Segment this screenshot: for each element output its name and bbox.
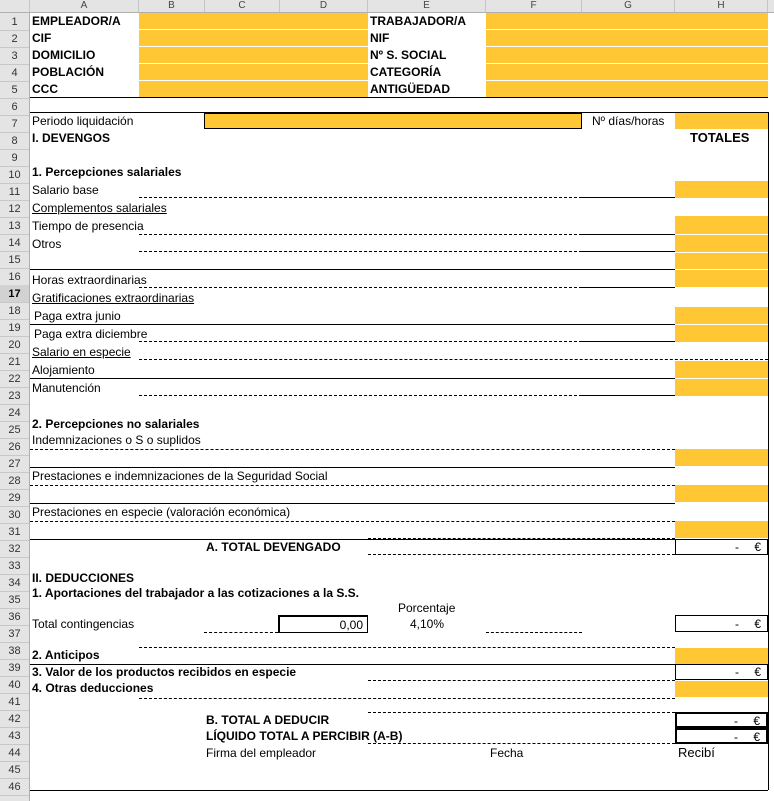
contingencias-input[interactable] [278, 615, 368, 633]
empleador-input[interactable] [139, 13, 368, 29]
solid-guide [582, 287, 675, 288]
solid-guide [582, 341, 675, 342]
ss-number-input[interactable] [486, 47, 768, 63]
no-salariales-heading: 2. Percepciones no salariales [32, 417, 200, 431]
solid-guide [582, 234, 675, 235]
row-header[interactable]: 7 [0, 115, 29, 133]
row-header[interactable]: 19 [0, 319, 29, 337]
poblacion-input[interactable] [139, 64, 368, 80]
row-header[interactable]: 3 [0, 47, 29, 65]
salario-base-input[interactable] [675, 181, 768, 198]
dotted-guide [139, 698, 675, 699]
row-header[interactable]: 26 [0, 438, 29, 456]
prestaciones-ss-input[interactable] [675, 485, 768, 502]
row-header[interactable]: 41 [0, 693, 29, 711]
row-header[interactable]: 8 [0, 132, 29, 150]
valor-productos-value: - [735, 665, 739, 679]
paga-diciembre-input[interactable] [675, 325, 768, 342]
row-header[interactable]: 40 [0, 676, 29, 694]
select-all-corner[interactable] [0, 0, 30, 12]
row-header[interactable]: 46 [0, 778, 29, 796]
liquido-label: LÍQUIDO TOTAL A PERCIBIR (A-B) [206, 729, 403, 743]
anticipos-input[interactable] [675, 648, 768, 664]
label-prestaciones-ss: Prestaciones e indemnizaciones de la Seguridad Social [32, 469, 328, 483]
label-cif: CIF [32, 31, 52, 45]
antiguedad-input[interactable] [486, 81, 768, 97]
alojamiento-input[interactable] [675, 361, 768, 378]
row-header[interactable]: 36 [0, 608, 29, 626]
row-header[interactable]: 20 [0, 336, 29, 354]
column-header-e[interactable]: E [368, 0, 486, 12]
solid-guide [582, 395, 675, 396]
label-trabajador: TRABAJADOR/A [370, 14, 466, 28]
row-header[interactable]: 35 [0, 591, 29, 609]
total-deducir-value: - [734, 714, 738, 728]
contingencias-total-cell[interactable] [675, 615, 768, 632]
dotted-guide [30, 449, 675, 450]
anticipos-label: 2. Anticipos [32, 648, 100, 662]
otros-input[interactable] [675, 235, 768, 252]
label-tiempo-presencia: Tiempo de presencia [32, 219, 144, 233]
row15-input[interactable] [675, 253, 768, 269]
totales-heading: TOTALES [690, 130, 750, 145]
ccc-input[interactable] [139, 81, 368, 97]
row-header[interactable]: 18 [0, 302, 29, 320]
label-categoria: CATEGORÍA [370, 65, 442, 79]
row-header[interactable]: 45 [0, 761, 29, 779]
label-prestaciones-especie: Prestaciones en especie (valoración económica) [32, 505, 291, 519]
total-deducir-label: B. TOTAL A DEDUCIR [206, 713, 330, 727]
cif-input[interactable] [139, 30, 368, 46]
row-header[interactable]: 4 [0, 64, 29, 82]
domicilio-input[interactable] [139, 47, 368, 63]
row-header[interactable]: 10 [0, 166, 29, 184]
row-header[interactable]: 27 [0, 455, 29, 473]
indemnizaciones-input[interactable] [675, 449, 768, 466]
label-gratificaciones: Gratificaciones extraordinarias [32, 291, 195, 305]
column-header-f[interactable]: F [486, 0, 582, 12]
horas-extra-input[interactable] [675, 270, 768, 287]
dotted-guide [368, 554, 675, 555]
label-salario-especie: Salario en especie [32, 345, 131, 359]
euro-symbol: € [754, 617, 761, 631]
label-alojamiento: Alojamiento [32, 363, 95, 377]
label-paga-diciembre: Paga extra diciembre [34, 327, 148, 341]
solid-guide [30, 378, 675, 379]
dotted-guide [139, 251, 582, 252]
contingencias-total-value: - [735, 617, 739, 631]
manutencion-input[interactable] [675, 379, 768, 396]
dotted-guide [139, 341, 582, 342]
row-header[interactable]: 21 [0, 353, 29, 371]
dotted-guide [139, 197, 582, 198]
dotted-guide [368, 538, 675, 539]
label-dias-horas: Nº días/horas [592, 114, 665, 128]
dotted-guide [139, 359, 768, 360]
column-header-d[interactable]: D [280, 0, 368, 12]
row-header[interactable]: 13 [0, 217, 29, 235]
row-header[interactable]: 14 [0, 234, 29, 252]
header-bottom-rule [30, 97, 768, 98]
dotted-guide [30, 485, 675, 486]
percepciones-salariales-heading: 1. Percepciones salariales [32, 165, 182, 179]
row-header[interactable]: 28 [0, 472, 29, 490]
tiempo-presencia-input[interactable] [675, 216, 768, 234]
porcentaje-label: Porcentaje [398, 601, 456, 615]
solid-guide [30, 269, 675, 270]
label-empleador: EMPLEADOR/A [32, 14, 121, 28]
periodo-input[interactable] [204, 113, 582, 129]
dotted-guide [204, 632, 278, 633]
nif-input[interactable] [486, 30, 768, 46]
row-header[interactable]: 43 [0, 727, 29, 745]
row-header[interactable]: 12 [0, 200, 29, 218]
label-horas-extra: Horas extraordinarias [32, 273, 147, 287]
row-header[interactable]: 16 [0, 268, 29, 286]
label-complementos: Complementos salariales [32, 201, 167, 215]
euro-symbol: € [753, 730, 760, 744]
row-header[interactable]: 31 [0, 523, 29, 541]
row-header[interactable]: 29 [0, 489, 29, 507]
row-header-selected[interactable]: 17 [0, 285, 29, 303]
paga-junio-input[interactable] [675, 307, 768, 324]
firma-label: Firma del empleador [206, 746, 317, 760]
label-paga-junio: Paga extra junio [34, 309, 121, 323]
row-header[interactable]: 24 [0, 404, 29, 422]
label-manutencion: Manutención [32, 381, 101, 395]
dotted-guide [486, 632, 582, 633]
deducciones-heading: II. DEDUCCIONES [32, 571, 135, 585]
label-total-contingencias: Total contingencias [32, 617, 135, 631]
label-otros: Otros [32, 237, 62, 251]
row-header[interactable]: 1 [0, 13, 29, 31]
otras-deducciones-input[interactable] [675, 681, 768, 697]
row-header[interactable]: 33 [0, 557, 29, 575]
contingencias-value: 0,00 [339, 618, 363, 632]
label-domicilio: DOMICILIO [32, 48, 96, 62]
solid-guide [30, 539, 675, 540]
dias-horas-input[interactable] [675, 113, 768, 129]
dotted-guide [139, 647, 675, 648]
categoria-input[interactable] [486, 64, 768, 80]
row-header[interactable]: 15 [0, 251, 29, 269]
liquido-value: - [734, 730, 738, 744]
row-header[interactable]: 44 [0, 744, 29, 762]
row-header[interactable]: 2 [0, 30, 29, 48]
aportaciones-heading: 1. Aportaciones del trabajador a las cotizaciones a la S.S. [32, 586, 360, 600]
dotted-guide [30, 521, 675, 522]
row-header[interactable]: 23 [0, 387, 29, 405]
label-nif: NIF [370, 31, 390, 45]
bottom-rule [30, 790, 768, 791]
euro-symbol: € [754, 540, 761, 554]
column-header-b[interactable]: B [139, 0, 205, 12]
trabajador-input[interactable] [486, 13, 768, 29]
prestaciones-especie-input[interactable] [675, 521, 768, 538]
dotted-guide [139, 234, 582, 235]
row-header[interactable]: 30 [0, 506, 29, 524]
row-header[interactable]: 38 [0, 642, 29, 660]
contingencias-percent: 4,10% [410, 617, 445, 631]
valor-productos-cell[interactable] [675, 664, 768, 680]
right-border [768, 112, 769, 790]
otras-deducciones-label: 4. Otras deducciones [32, 681, 154, 695]
row-header[interactable]: 9 [0, 149, 29, 167]
devengos-heading: I. DEVENGOS [32, 131, 111, 145]
label-ccc: CCC [32, 82, 58, 96]
row-header[interactable]: 34 [0, 574, 29, 592]
label-poblacion: POBLACIÓN [32, 65, 104, 79]
solid-guide [582, 197, 675, 198]
row-header[interactable]: 6 [0, 98, 29, 116]
valor-productos-label: 3. Valor de los productos recibidos en especie [32, 665, 297, 679]
label-ss: Nº S. SOCIAL [370, 48, 447, 62]
row-header[interactable]: 39 [0, 659, 29, 677]
total-devengado-label: A. TOTAL DEVENGADO [206, 540, 341, 554]
row-header[interactable]: 22 [0, 370, 29, 388]
column-header-g[interactable]: G [582, 0, 675, 12]
label-salario-base: Salario base [32, 183, 99, 197]
dotted-guide [139, 287, 582, 288]
row-header[interactable]: 11 [0, 183, 29, 201]
label-periodo: Periodo liquidación [32, 114, 134, 128]
dotted-guide [368, 680, 675, 681]
total-deducir-cell[interactable] [675, 712, 768, 728]
row-header[interactable]: 42 [0, 710, 29, 728]
row-header[interactable]: 32 [0, 540, 29, 558]
row-header[interactable]: 25 [0, 421, 29, 439]
row-header[interactable]: 5 [0, 81, 29, 99]
liquido-cell[interactable] [675, 728, 768, 744]
column-header-c[interactable]: C [205, 0, 280, 12]
label-antiguedad: ANTIGÜEDAD [370, 82, 450, 96]
column-header-h[interactable]: H [675, 0, 768, 12]
euro-symbol: € [753, 714, 760, 728]
total-devengado-value: - [735, 540, 739, 554]
total-devengado-cell[interactable] [675, 539, 768, 555]
dotted-guide [139, 395, 582, 396]
row-header[interactable]: 37 [0, 625, 29, 643]
fecha-label: Fecha [490, 746, 524, 760]
label-indemnizaciones: Indemnizaciones o S o suplidos [32, 433, 201, 447]
euro-symbol: € [754, 665, 761, 679]
recibi-label: Recibí [678, 745, 715, 760]
dotted-guide [368, 712, 675, 713]
column-header-a[interactable]: A [30, 0, 139, 12]
row-header-gutter [0, 13, 30, 801]
solid-guide [582, 251, 675, 252]
